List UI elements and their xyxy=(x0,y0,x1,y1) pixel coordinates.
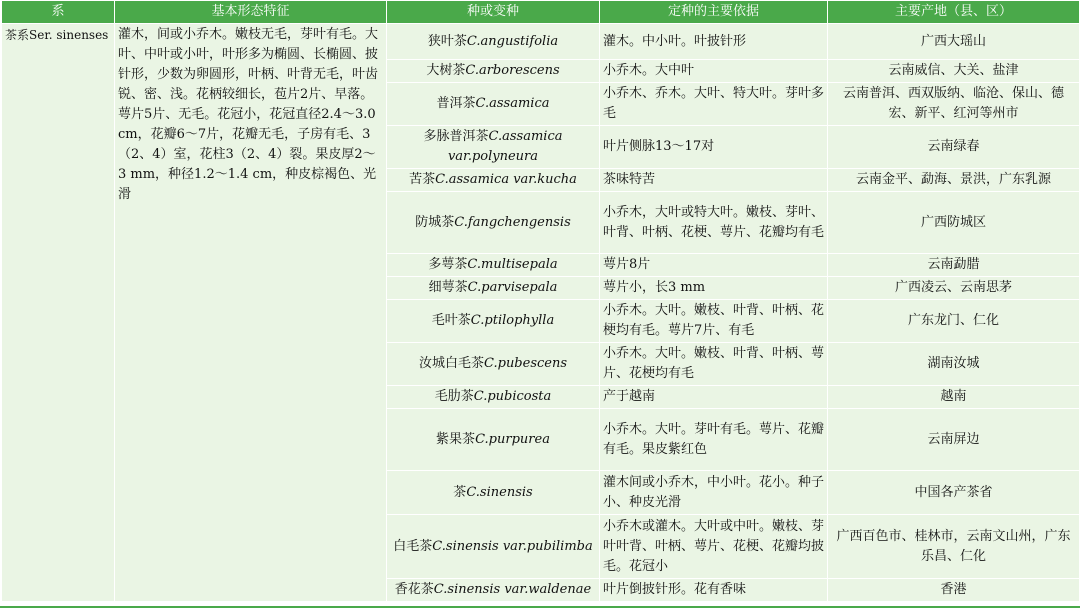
location-cell: 湖南汝城 xyxy=(828,343,1080,386)
species-latin: C.parvisepala xyxy=(467,280,558,295)
basis-cell: 小乔木。大中叶 xyxy=(600,60,828,83)
species-cell xyxy=(387,126,600,169)
species-cn: 茶 xyxy=(453,484,467,500)
location-cell: 广西百色市、桂林市，云南文山州，广东乐昌、仁化 xyxy=(828,515,1080,579)
location-cell: 广西防城区 xyxy=(828,192,1080,254)
series-cell: 茶系Ser. sinenses xyxy=(2,24,115,602)
morphology-cell: 灌木，间或小乔木。嫩枝无毛，芽叶有毛。大叶、中叶或小叶，叶形多为椭圆、长椭圆、披针形，少数为卵圆形，叶柄、叶背无毛，叶齿锐、密、浅。花柄较细长，苞片2片、早落。萼片5片、无毛。花冠小，花冠直径2.4～3.0 cm，花瓣6～7片，花瓣无毛，子房有毛、3（2、4）室，花柱3（2、4）裂。果皮厚2～3 mm，种径1.2～1.4 cm，种皮棕褐色、光滑 xyxy=(115,24,387,602)
species-cell xyxy=(387,192,600,254)
basis-cell: 小乔木、乔木。大叶、特大叶。芽叶多毛 xyxy=(600,83,828,126)
species-latin: C.sinensis xyxy=(466,484,533,500)
location-cell: 广西凌云、云南思茅 xyxy=(828,277,1080,300)
location-cell: 云南威信、大关、盐津 xyxy=(828,60,1080,83)
header-morphology: 基本形态特征 xyxy=(115,1,387,24)
species-latin: C.arborescens xyxy=(465,63,560,78)
species-cell xyxy=(387,409,600,471)
species-latin: C.pubicosta xyxy=(473,389,552,404)
tea-species-table xyxy=(1,0,1080,602)
species-cell xyxy=(387,579,600,602)
basis-cell: 萼片小，长3 mm xyxy=(600,277,828,300)
species-latin: C.purpurea xyxy=(475,431,550,447)
basis-cell: 茶味特苦 xyxy=(600,169,828,192)
species-cell xyxy=(387,277,600,300)
header-location: 主要产地（县、区） xyxy=(828,1,1080,24)
species-latin: C.multisepala xyxy=(467,257,558,272)
species-cn: 白毛茶 xyxy=(393,538,433,554)
species-latin: C.assamica xyxy=(475,96,550,111)
location-cell: 越南 xyxy=(828,386,1080,409)
basis-cell: 灌木间或小乔木，中小叶。花小。种子小、种皮光滑 xyxy=(600,471,828,515)
location-cell: 云南金平、勐海、景洪，广东乳源 xyxy=(828,169,1080,192)
basis-cell: 小乔木。大叶。嫩枝、叶背、叶柄、花梗均有毛。萼片7片、有毛 xyxy=(600,300,828,343)
location-cell: 云南普洱、西双版纳、临沧、保山、德宏、新平、红河等州市 xyxy=(828,83,1080,126)
basis-cell: 灌木。中小叶。叶披针形 xyxy=(600,24,828,60)
species-cn: 苦茶 xyxy=(409,172,436,187)
species-cn: 狭叶茶 xyxy=(427,33,467,49)
species-cn: 多脉普洱茶 xyxy=(423,129,489,144)
location-cell: 广东龙门、仁化 xyxy=(828,300,1080,343)
species-cn: 汝城白毛茶 xyxy=(418,356,484,371)
header-basis: 定种的主要依据 xyxy=(600,1,828,24)
location-cell: 云南绿春 xyxy=(828,126,1080,169)
species-latin: C.sinensis var.pubilimba xyxy=(432,538,593,554)
location-cell: 云南屏边 xyxy=(828,409,1080,471)
species-cell xyxy=(387,386,600,409)
basis-cell: 小乔木或灌木。大叶或中叶。嫩枝、芽叶叶背、叶柄、萼片、花梗、花瓣均披毛。花冠小 xyxy=(600,515,828,579)
basis-cell: 叶片侧脉13～17对 xyxy=(600,126,828,169)
table-row xyxy=(2,24,1080,60)
location-cell: 香港 xyxy=(828,579,1080,602)
table-header-row xyxy=(2,1,1080,24)
species-cell xyxy=(387,343,600,386)
species-cell xyxy=(387,169,600,192)
basis-cell: 萼片8片 xyxy=(600,254,828,277)
species-cn: 防城茶 xyxy=(415,214,455,230)
header-series: 系 xyxy=(2,1,115,24)
species-latin: C.ptilophylla xyxy=(470,313,555,328)
basis-cell: 产于越南 xyxy=(600,386,828,409)
species-cell xyxy=(387,300,600,343)
location-cell: 云南勐腊 xyxy=(828,254,1080,277)
species-cell xyxy=(387,471,600,515)
location-cell: 广西大瑶山 xyxy=(828,24,1080,60)
species-cell xyxy=(387,254,600,277)
species-cn: 多萼茶 xyxy=(428,257,468,272)
basis-cell: 小乔木。大叶。芽叶有毛。萼片、花瓣有毛。果皮紫红色 xyxy=(600,409,828,471)
location-cell: 中国各产茶省 xyxy=(828,471,1080,515)
species-cn: 细萼茶 xyxy=(428,280,468,295)
header-species: 种或变种 xyxy=(387,1,600,24)
species-latin: C.angustifolia xyxy=(466,33,559,49)
species-cn: 香花茶 xyxy=(394,582,434,597)
species-latin: C.pubescens xyxy=(484,356,568,371)
bottom-rule xyxy=(0,606,1080,608)
species-cn: 紫果茶 xyxy=(436,431,476,447)
species-cell xyxy=(387,83,600,126)
basis-cell: 小乔木，大叶或特大叶。嫩枝、芽叶、叶背、叶柄、花梗、萼片、花瓣均有毛 xyxy=(600,192,828,254)
species-latin: C.sinensis var.waldenae xyxy=(433,582,592,597)
basis-cell: 叶片倒披针形。花有香味 xyxy=(600,579,828,602)
species-latin: C.assamica var.kucha xyxy=(435,172,577,187)
species-cell xyxy=(387,24,600,60)
species-latin: C.fangchengensis xyxy=(454,214,571,230)
species-cn: 大树茶 xyxy=(426,63,466,78)
species-cn: 普洱茶 xyxy=(436,96,476,111)
species-cn: 毛叶茶 xyxy=(431,313,471,328)
species-latin: C.assamica var.polyneura xyxy=(447,129,563,164)
species-cell xyxy=(387,515,600,579)
basis-cell: 小乔木。大叶。嫩枝、叶背、叶柄、萼片、花梗均有毛 xyxy=(600,343,828,386)
species-cell xyxy=(387,60,600,83)
species-cn: 毛肋茶 xyxy=(434,389,474,404)
